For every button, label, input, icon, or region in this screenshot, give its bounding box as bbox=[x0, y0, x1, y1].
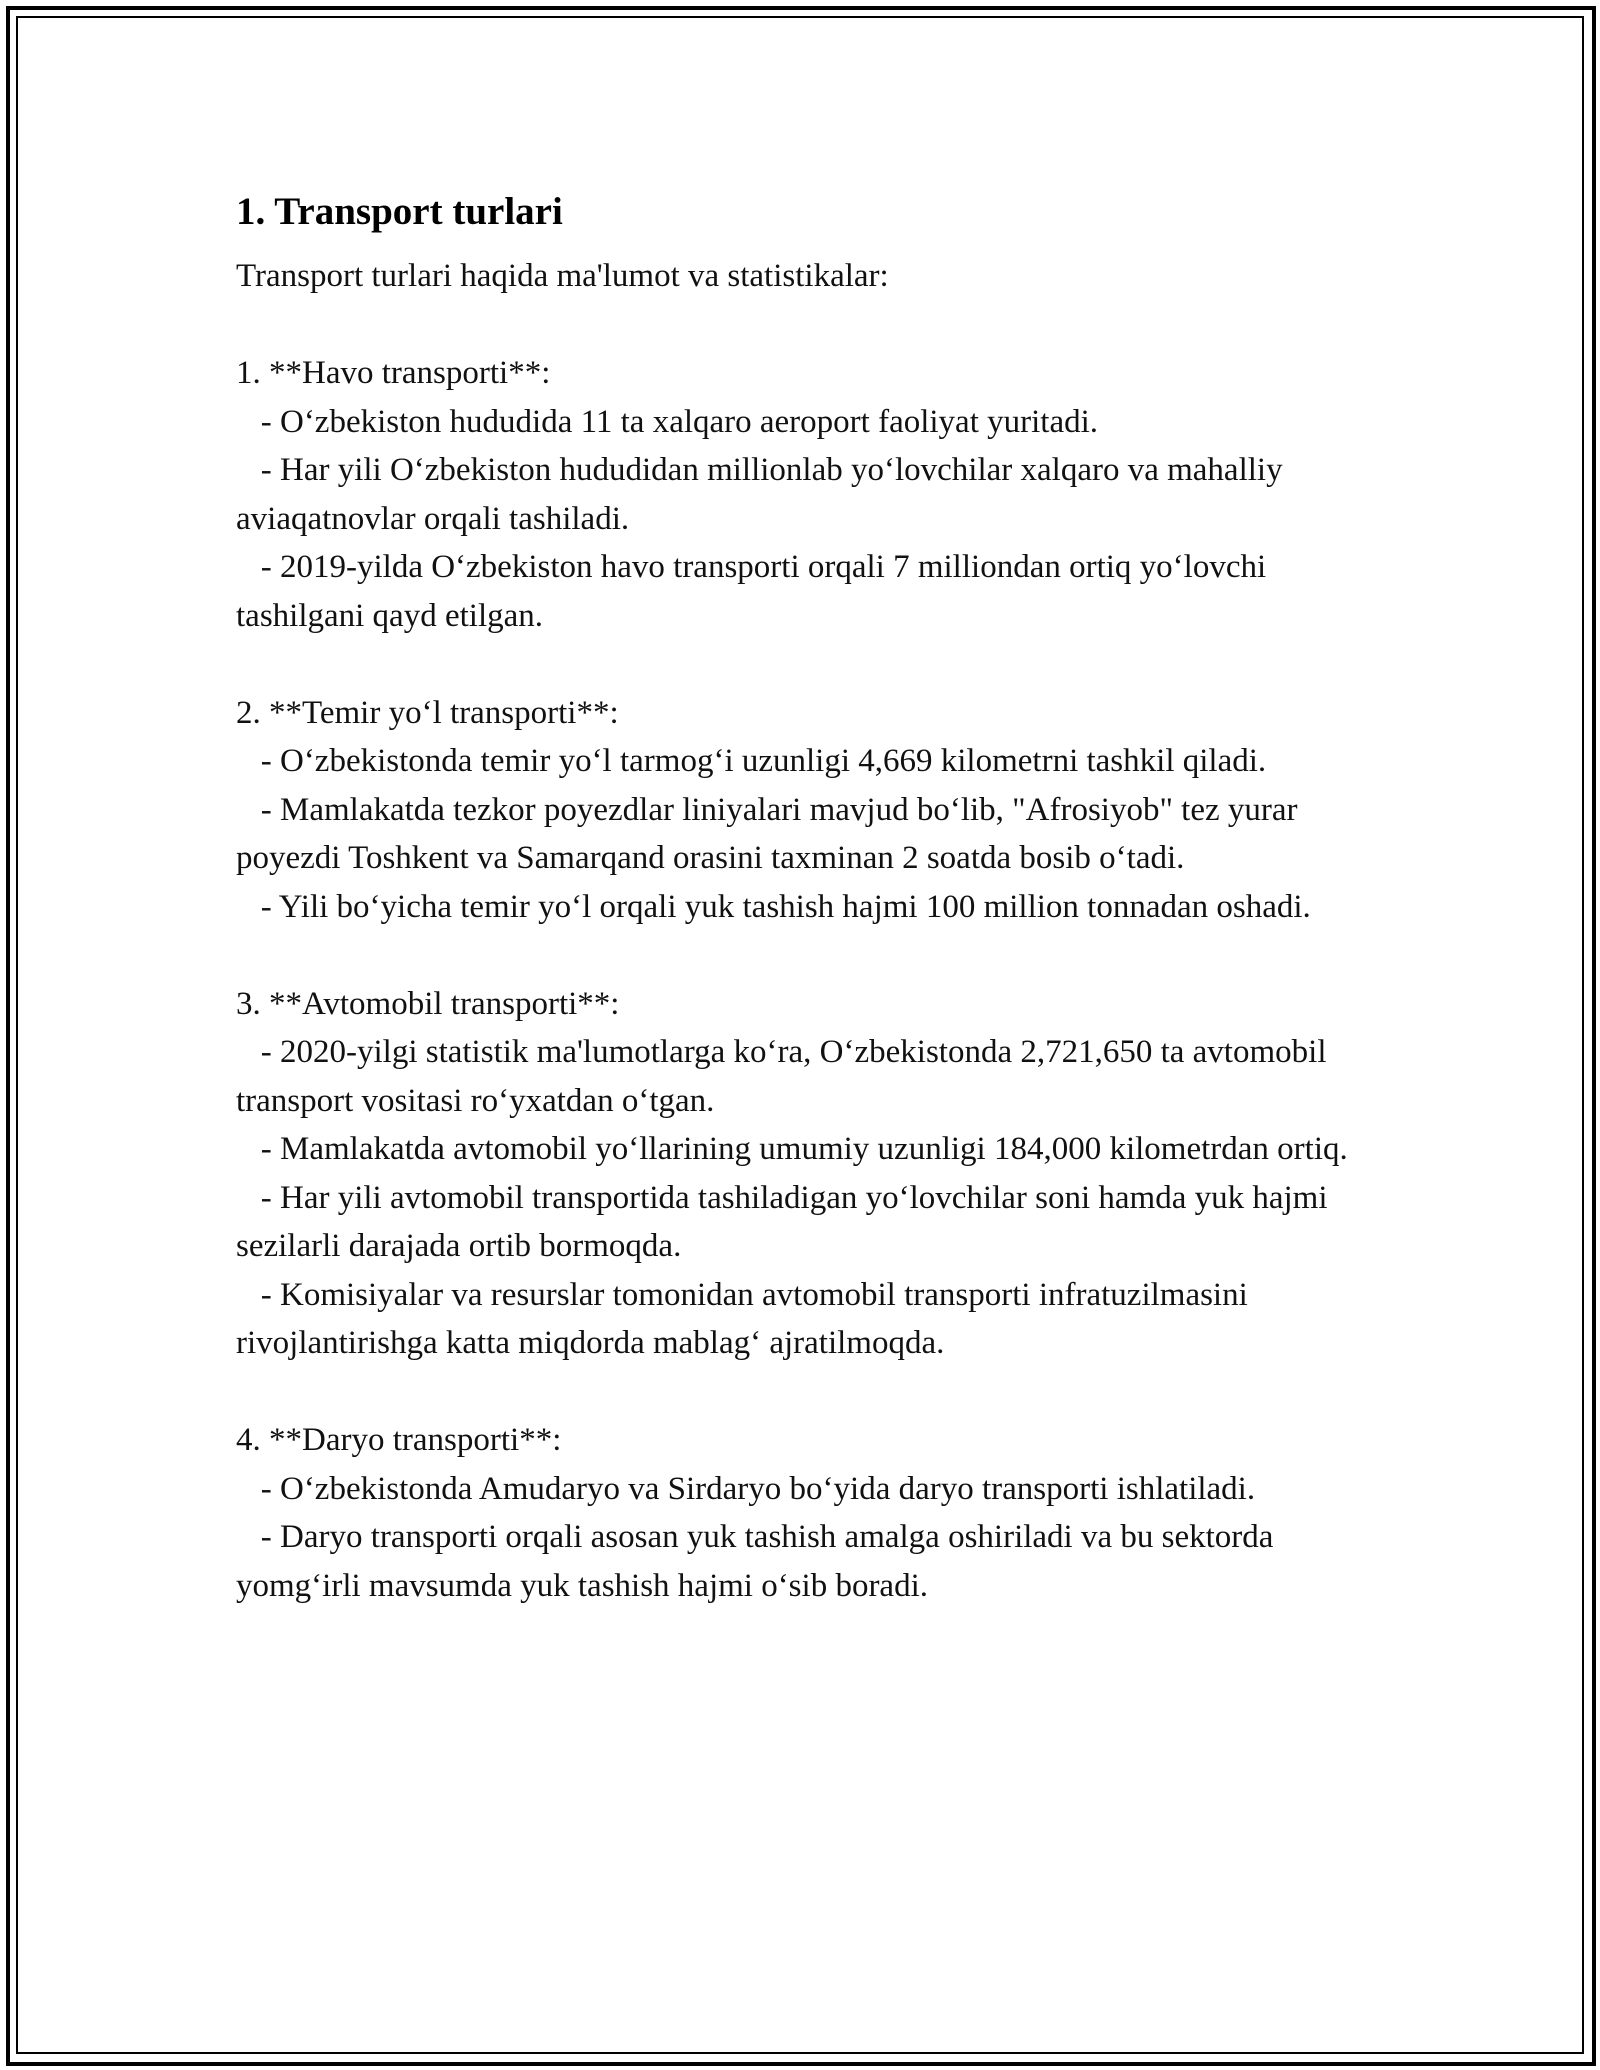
list-item: - Komisiyalar va resurslar tomonidan avtomobil transporti infratuzilmasini rivojlantirishga katta miqdorda mablag‘ ajratilmoqda. bbox=[236, 1276, 1257, 1361]
section-air-transport bbox=[236, 349, 1376, 640]
page-heading: 1. Transport turlari bbox=[236, 190, 563, 233]
list-item: - Har yili O‘zbekiston hududidan millionlab yo‘lovchilar xalqaro va mahalliy aviaqatnovlar orqali tashiladi. bbox=[236, 452, 1291, 537]
list-item: - Har yili avtomobil transportida tashiladigan yo‘lovchilar soni hamda yuk hajmi sezilarli darajada ortib bormoqda. bbox=[236, 1179, 1336, 1264]
section-river-transport bbox=[236, 1416, 1376, 1610]
section-rail-transport bbox=[236, 689, 1376, 932]
list-item: - O‘zbekistonda Amudaryo va Sirdaryo bo‘yida daryo transporti ishlatiladi. bbox=[236, 1470, 1256, 1507]
section-title: 1. **Havo transporti**: bbox=[236, 355, 551, 391]
list-item: - O‘zbekiston hududida 11 ta xalqaro aeroport faoliyat yuritadi. bbox=[236, 403, 1099, 440]
list-item: - 2019-yilda O‘zbekiston havo transporti orqali 7 milliondan ortiq yo‘lovchi tashilgani qayd etilgan. bbox=[236, 549, 1275, 634]
list-item: - O‘zbekistonda temir yo‘l tarmog‘i uzunligi 4,669 kilometrni tashkil qiladi. bbox=[236, 743, 1267, 779]
section-road-transport bbox=[236, 980, 1376, 1368]
intro-paragraph: Transport turlari haqida ma'lumot va statistikalar: bbox=[236, 258, 889, 294]
list-item: - Mamlakatda tezkor poyezdlar liniyalari mavjud bo‘lib, "Afrosiyob" tez yurar poyezdi Toshkent va Samarqand orasini taxminan 2 soatda bosib o‘tadi. bbox=[236, 791, 1306, 876]
list-item: - Daryo transporti orqali asosan yuk tashish amalga oshiriladi va bu sektorda yomg‘irli mavsumda yuk tashish hajmi o‘sib boradi. bbox=[236, 1519, 1282, 1604]
document-body bbox=[236, 186, 1376, 1610]
section-title: 4. **Daryo transporti**: bbox=[236, 1422, 562, 1458]
section-title: 3. **Avtomobil transporti**: bbox=[236, 985, 620, 1022]
list-item: - 2020-yilgi statistik ma'lumotlarga ko‘ra, O‘zbekistonda 2,721,650 ta avtomobil transport vositasi ro‘yxatdan o‘tgan. bbox=[236, 1034, 1335, 1119]
list-item: - Mamlakatda avtomobil yo‘llarining umumiy uzunligi 184,000 kilometrdan ortiq. bbox=[236, 1131, 1348, 1167]
list-item: - Yili bo‘yicha temir yo‘l orqali yuk tashish hajmi 100 million tonnadan oshadi. bbox=[236, 888, 1311, 925]
section-title: 2. **Temir yo‘l transporti**: bbox=[236, 694, 619, 731]
